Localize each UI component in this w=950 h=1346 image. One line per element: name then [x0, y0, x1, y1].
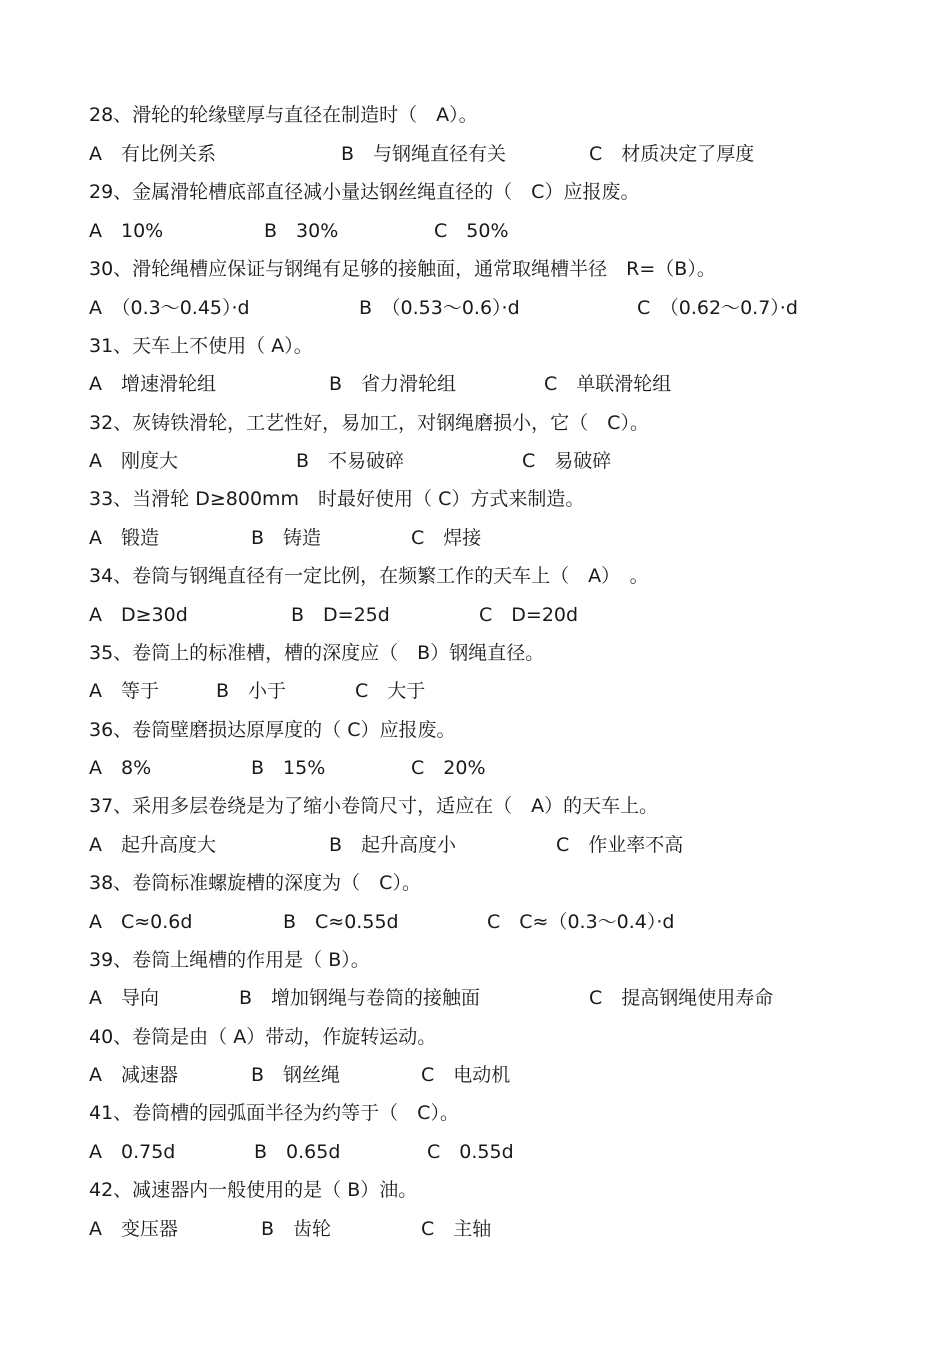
option-c: C 单联滑轮组 — [544, 373, 672, 395]
question-40: 40、卷筒是由（ A）带动，作旋转运动。 — [89, 1026, 437, 1048]
option-a: A 0.75d — [89, 1141, 176, 1163]
question-42: 42、减速器内一般使用的是（ B）油。 — [89, 1179, 418, 1201]
option-c: C 50% — [434, 220, 509, 242]
option-b: B 不易破碎 — [296, 450, 405, 472]
option-c: C 0.55d — [427, 1141, 514, 1163]
option-b: B C≈0.55d — [283, 911, 399, 933]
option-c: C 易破碎 — [522, 450, 612, 472]
question-35: 35、卷筒上的标准槽，槽的深度应（ B）钢绳直径。 — [89, 642, 545, 664]
question-33: 33、当滑轮 D≥800mm 时最好使用（ C）方式来制造。 — [89, 488, 585, 510]
option-a: A 有比例关系 — [89, 143, 216, 165]
option-b: B 小于 — [216, 680, 287, 702]
option-c: C 20% — [411, 757, 486, 779]
question-32: 32、灰铸铁滑轮，工艺性好，易加工，对钢绳磨损小，它（ C）。 — [89, 412, 649, 434]
option-c: C C≈（0.3～0.4）·d — [487, 911, 675, 933]
option-a: A 8% — [89, 757, 152, 779]
option-a: A 锻造 — [89, 527, 159, 549]
option-c: C 焊接 — [411, 527, 482, 549]
question-41: 41、卷筒槽的园弧面半径为约等于（ C）。 — [89, 1102, 459, 1124]
option-c: C D=20d — [479, 604, 579, 626]
option-a: A 导向 — [89, 987, 159, 1009]
option-c: C 大于 — [355, 680, 426, 702]
question-30: 30、滑轮绳槽应保证与钢绳有足够的接触面，通常取绳槽半径 R=（B）。 — [89, 258, 716, 280]
question-39: 39、卷筒上绳槽的作用是（ B）。 — [89, 949, 370, 971]
option-b: B 增加钢绳与卷筒的接触面 — [239, 987, 481, 1009]
option-b: B 15% — [251, 757, 326, 779]
option-a: A D≥30d — [89, 604, 188, 626]
option-a: A C≈0.6d — [89, 911, 193, 933]
question-34: 34、卷筒与钢绳直径有一定比例，在频繁工作的天车上（ A） 。 — [89, 565, 649, 587]
option-a: A 起升高度大 — [89, 834, 216, 856]
option-c: C 作业率不高 — [556, 834, 684, 856]
option-a: A 减速器 — [89, 1064, 178, 1086]
option-b: B （0.53～0.6）·d — [359, 297, 520, 319]
option-a: A 等于 — [89, 680, 159, 702]
option-a: A 变压器 — [89, 1218, 178, 1240]
option-b: B 铸造 — [251, 527, 322, 549]
option-a: A 刚度大 — [89, 450, 178, 472]
question-28: 28、滑轮的轮缘壁厚与直径在制造时（ A）。 — [89, 104, 478, 126]
option-c: C 主轴 — [421, 1218, 492, 1240]
question-31: 31、天车上不使用（ A）。 — [89, 335, 313, 357]
option-a: A （0.3～0.45）·d — [89, 297, 250, 319]
option-b: B 0.65d — [254, 1141, 341, 1163]
option-c: C 材质决定了厚度 — [589, 143, 755, 165]
option-b: B 30% — [264, 220, 339, 242]
option-c: C 电动机 — [421, 1064, 511, 1086]
option-b: B 钢丝绳 — [251, 1064, 341, 1086]
option-c: C （0.62～0.7）·d — [637, 297, 798, 319]
option-b: B 起升高度小 — [329, 834, 457, 856]
option-b: B 与钢绳直径有关 — [341, 143, 507, 165]
option-c: C 提高钢绳使用寿命 — [589, 987, 774, 1009]
option-a: A 增速滑轮组 — [89, 373, 216, 395]
question-37: 37、采用多层卷绕是为了缩小卷筒尺寸，适应在（ A）的天车上。 — [89, 795, 659, 817]
question-36: 36、卷筒壁磨损达原厚度的（ C）应报废。 — [89, 719, 456, 741]
option-b: B D=25d — [291, 604, 390, 626]
question-38: 38、卷筒标准螺旋槽的深度为（ C）。 — [89, 872, 421, 894]
option-a: A 10% — [89, 220, 164, 242]
option-b: B 齿轮 — [261, 1218, 332, 1240]
question-29: 29、金属滑轮槽底部直径减小量达钢丝绳直径的（ C）应报废。 — [89, 181, 640, 203]
option-b: B 省力滑轮组 — [329, 373, 457, 395]
